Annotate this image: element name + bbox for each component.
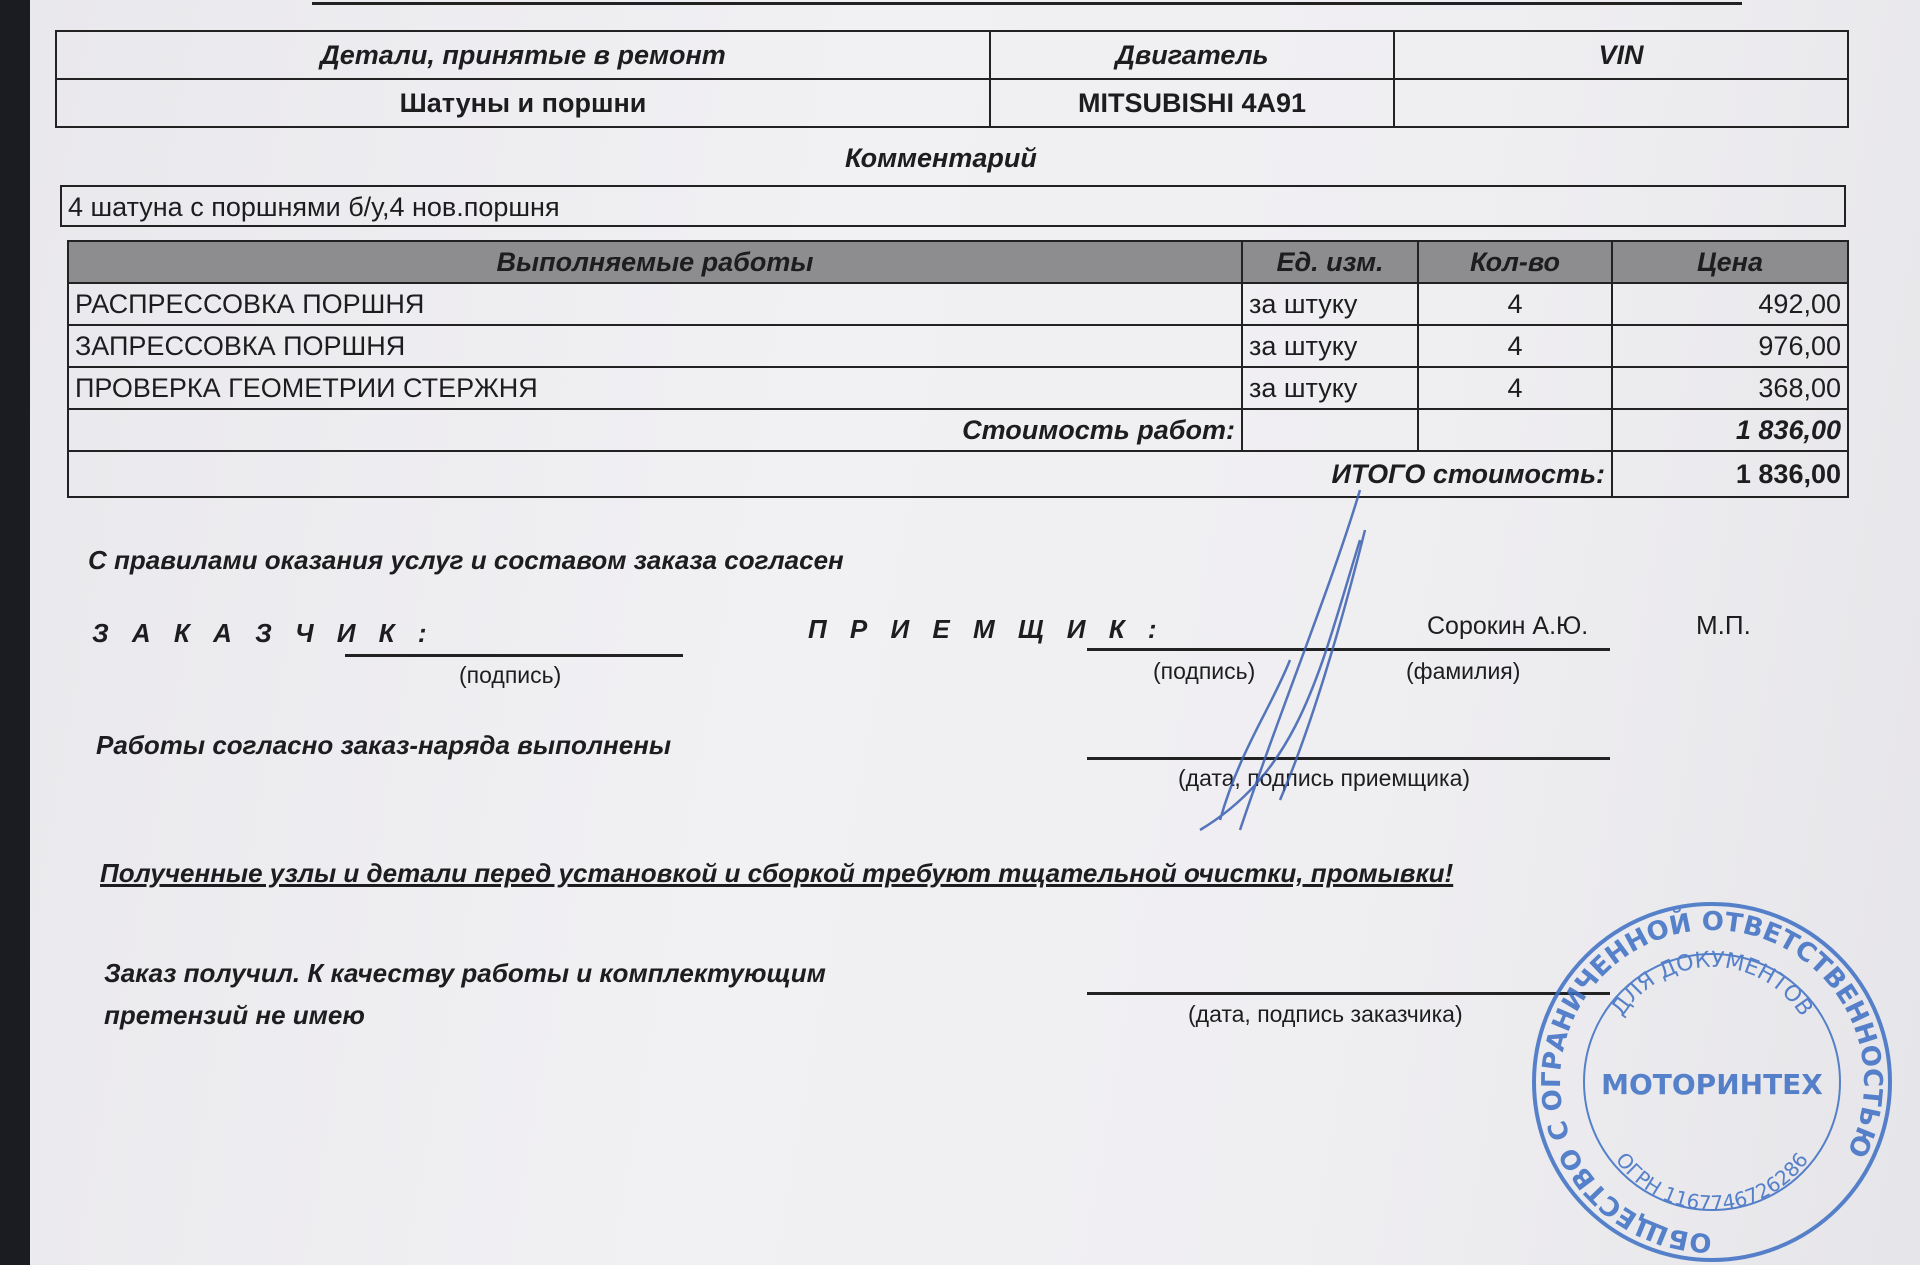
table-row <box>68 325 1848 367</box>
received-text-1: Заказ получил. К качеству работы и комплектующим <box>104 958 826 988</box>
col-unit: Ед. изм. <box>1242 241 1418 283</box>
total-value: 1 836,00 <box>1612 451 1848 497</box>
work-price: 976,00 <box>1612 325 1848 367</box>
comment-text: 4 шатуна с поршнями б/у,4 нов.поршня <box>60 185 1846 227</box>
work-name: РАСПРЕССОВКА ПОРШНЯ <box>68 283 1242 325</box>
work-name: ПРОВЕРКА ГЕОМЕТРИИ СТЕРЖНЯ <box>68 367 1242 409</box>
work-qty: 4 <box>1418 367 1612 409</box>
parts-value: Шатуны и поршни <box>56 79 990 127</box>
stamp-inner-text: ДЛЯ ДОКУМЕНТОВ <box>1606 947 1818 1021</box>
engine-value: MITSUBISHI 4A91 <box>990 79 1394 127</box>
surname-caption: (фамилия) <box>1406 658 1521 684</box>
receiver-signature-caption: (подпись) <box>1153 658 1256 684</box>
comment-label: Комментарий <box>845 143 1037 173</box>
header-vin: VIN <box>1394 31 1848 79</box>
customer-label: З А К А З Ч И К : <box>92 618 435 648</box>
customer-date-caption: (дата, подпись заказчика) <box>1188 1001 1463 1027</box>
works-table <box>67 240 1849 498</box>
col-qty: Кол-во <box>1418 241 1612 283</box>
company-stamp <box>1530 900 1894 1264</box>
stamp-outer-text: ОБЩЕСТВО С ОГРАНИЧЕННОЙ ОТВЕТСТВЕННОСТЬЮ <box>1536 906 1888 1258</box>
svg-text:ОГРН 1167746726286 <box>1611 1148 1813 1215</box>
col-price: Цена <box>1612 241 1848 283</box>
total-label: ИТОГО стоимость: <box>68 451 1612 497</box>
header-engine: Двигатель <box>990 31 1394 79</box>
works-cost-label: Стоимость работ: <box>68 409 1242 451</box>
work-unit: за штуку <box>1242 367 1418 409</box>
work-unit: за штуку <box>1242 325 1418 367</box>
cleaning-note: Полученные узлы и детали перед установкой и сборкой требуют тщательной очистки, промывки! <box>100 858 1454 888</box>
empty-cell <box>1242 409 1418 451</box>
work-price: 492,00 <box>1612 283 1848 325</box>
receiver-label: П Р И Е М Щ И К : <box>808 614 1165 644</box>
stamp-number: ОГРН 1167746726286 <box>1611 1147 1813 1216</box>
col-work: Выполняемые работы <box>68 241 1242 283</box>
svg-text:ДЛЯ ДОКУМЕНТОВ <box>1607 948 1818 1021</box>
customer-signature-caption: (подпись) <box>459 662 562 688</box>
header-table <box>55 30 1849 128</box>
work-name: ЗАПРЕССОВКА ПОРШНЯ <box>68 325 1242 367</box>
top-rule <box>312 2 1742 5</box>
works-done-text: Работы согласно заказ-наряда выполнены <box>96 730 672 760</box>
work-qty: 4 <box>1418 325 1612 367</box>
seal-mark: М.П. <box>1696 610 1751 640</box>
header-parts: Детали, принятые в ремонт <box>56 31 990 79</box>
table-row <box>68 367 1848 409</box>
table-row <box>68 283 1848 325</box>
work-qty: 4 <box>1418 283 1612 325</box>
customer-signature-line <box>345 654 683 657</box>
received-text-2: претензий не имею <box>104 1000 365 1030</box>
work-price: 368,00 <box>1612 367 1848 409</box>
works-cost-value: 1 836,00 <box>1612 409 1848 451</box>
work-unit: за штуку <box>1242 283 1418 325</box>
vin-value <box>1394 79 1848 127</box>
stamp-company-name: МОТОРИНТЕХ <box>1601 1068 1823 1101</box>
handwritten-signature <box>1160 480 1420 840</box>
receiver-date-caption: (дата, подпись приемщика) <box>1178 765 1471 791</box>
agreement-text: С правилами оказания услуг и составом заказа согласен <box>88 545 844 575</box>
receiver-name: Сорокин А.Ю. <box>1427 612 1589 640</box>
empty-cell <box>1418 409 1612 451</box>
